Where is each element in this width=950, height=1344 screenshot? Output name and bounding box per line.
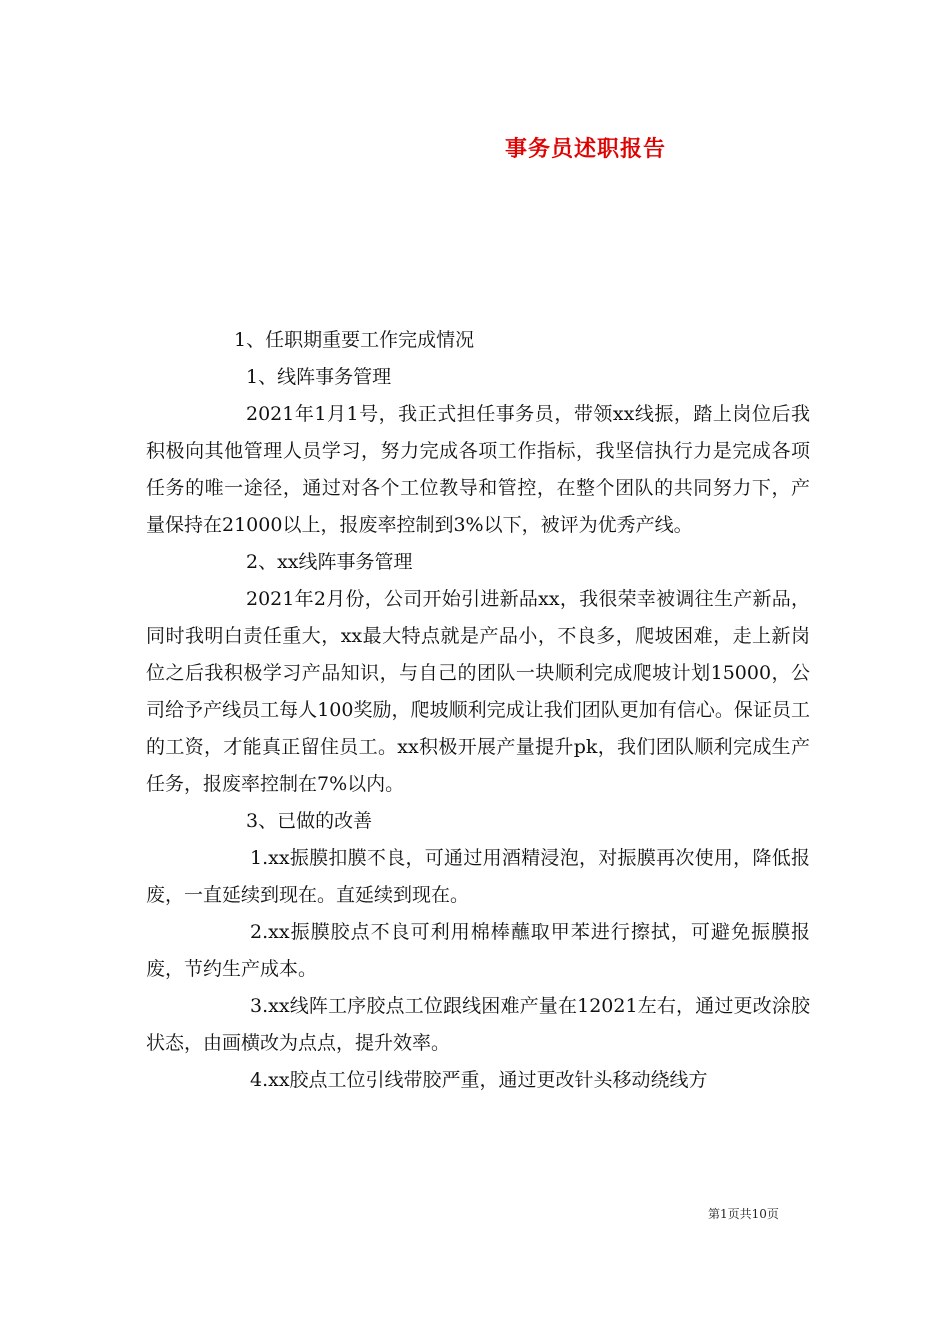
body-paragraph: 2021年1月1号，我正式担任事务员，带领xx线振，踏上岗位后我积极向其他管理人员学习，努力完成各项工作指标，我坚信执行力是完成各项任务的唯一途径，通过对各个工位教导和管控，在整个团队的共同努力下，产量保持在21000以上，报废率控制到3%以下，被评为优秀产线。 xyxy=(146,403,810,536)
subsection-heading: 1、线阵事务管理 xyxy=(246,366,392,388)
section-heading: 1、任职期重要工作完成情况 xyxy=(234,329,475,351)
page-number: 第1页共10页 xyxy=(708,1207,779,1221)
document-body xyxy=(146,322,810,1099)
list-item: 2.xx振膜胶点不良可利用棉棒蘸取甲苯进行擦拭，可避免振膜报废，节约生产成本。 xyxy=(146,921,810,980)
list-item: 3.xx线阵工序胶点工位跟线困难产量在12021左右，通过更改涂胶状态，由画横改为点点，提升效率。 xyxy=(146,995,810,1054)
list-item: 1.xx振膜扣膜不良，可通过用酒精浸泡，对振膜再次使用，降低报废，一直延续到现在。直延续到现在。 xyxy=(146,847,810,906)
list-item: 4.xx胶点工位引线带胶严重，通过更改针头移动绕线方 xyxy=(250,1069,708,1091)
document-title: 事务员述职报告 xyxy=(505,136,667,162)
subsection-heading: 2、xx线阵事务管理 xyxy=(246,551,413,573)
subsection-heading: 3、已做的改善 xyxy=(246,810,373,832)
body-paragraph: 2021年2月份，公司开始引进新品xx，我很荣幸被调往生产新品，同时我明白责任重大，xx最大特点就是产品小，不良多，爬坡困难，走上新岗位之后我积极学习产品知识，与自己的团队一块顺利完成爬坡计划15000，公司给予产线员工每人100奖励，爬坡顺利完成让我们团队更加有信心。保证员工的工资，才能真正留住员工。xx积极开展产量提升pk，我们团队顺利完成生产任务，报废率控制在7%以内。 xyxy=(146,588,810,795)
